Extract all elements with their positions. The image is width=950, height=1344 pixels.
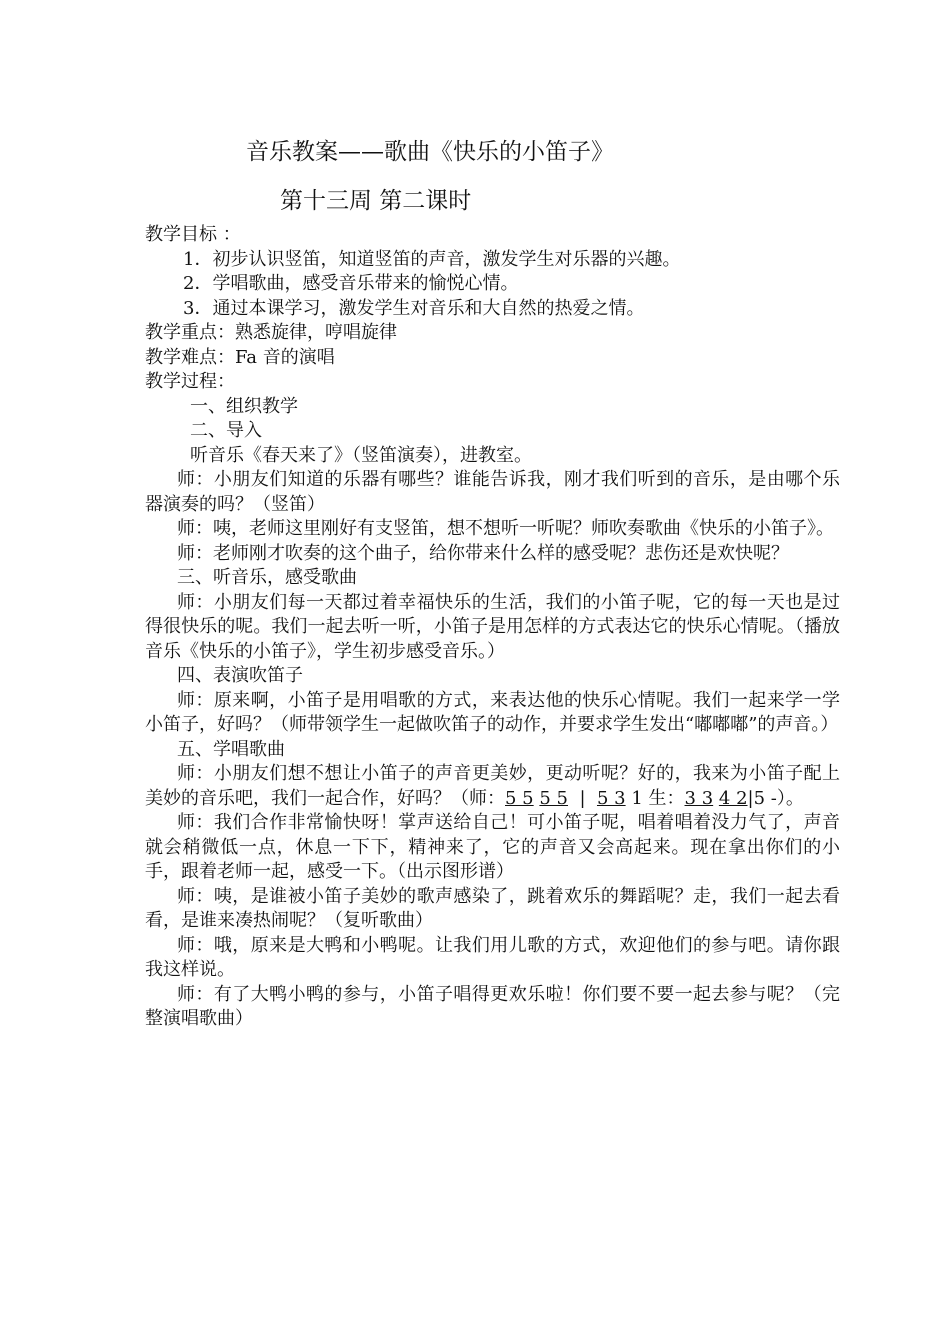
- notation-group: 4 2: [718, 787, 748, 809]
- notation-group: 5 3: [596, 787, 626, 809]
- document-body: [145, 223, 840, 1032]
- paragraph: 师：咦，是谁被小笛子美妙的歌声感染了，跳着欢乐的舞蹈呢？走，我们一起去看看，是谁来凑热闹呢？（复听歌曲）: [145, 885, 840, 931]
- notation-text: 1 生：: [625, 787, 685, 809]
- paragraph-text: 师：小朋友们想不想让小笛子的声音更美妙，更动听呢？好的，我来为小笛子配上美妙的音乐吧，我们一起合作，好吗？（师：: [145, 763, 840, 809]
- paragraph: 师：小朋友们每一天都过着幸福快乐的生活，我们的小笛子呢，它的每一天也是过得很快乐的呢。我们一起去听一听，小笛子是用怎样的方式表达它的快乐心情呢。（播放音乐《快乐的小笛子》，学生初步感受音乐。）: [145, 591, 840, 662]
- paragraph: 师：老师刚才吹奏的这个曲子，给你带来什么样的感受呢？悲伤还是欢快呢？: [177, 542, 789, 564]
- section-heading: 三、听音乐，感受歌曲: [177, 567, 357, 588]
- paragraph: 师：原来啊，小笛子是用唱歌的方式，来表达他的快乐心情呢。我们一起来学一学小笛子，好吗？（师带领学生一起做吹笛子的动作，并要求学生发出“嘟嘟嘟”的声音。）: [145, 689, 840, 735]
- goals-heading: 教学目标 ：: [145, 224, 241, 245]
- notation-group: 5 5: [539, 787, 569, 809]
- paragraph: 师：小朋友们知道的乐器有哪些？谁能告诉我，刚才我们听到的音乐，是由哪个乐器演奏的吗？（竖笛）: [145, 469, 840, 515]
- process-heading: 教学过程：: [145, 371, 235, 392]
- document-title: 音乐教案——歌曲《快乐的小笛子》: [246, 139, 614, 165]
- goal-item: 3．通过本课学习，激发学生对音乐和大自然的热爱之情。: [183, 297, 645, 319]
- paragraph: 师：哦，原来是大鸭和小鸭呢。让我们用儿歌的方式，欢迎他们的参与吧。请你跟我这样说。: [145, 934, 840, 980]
- teaching-difficulty: 教学难点：Fa 音的演唱: [145, 346, 335, 368]
- goal-item: 2．学唱歌曲，感受音乐带来的愉悦心情。: [183, 273, 519, 294]
- paragraph: 师：我们合作非常愉快呀！掌声送给自己！可小笛子呢，唱着唱着没力气了，声音就会稍微低一点，休息一下下，精神来了，它的声音又会高起来。现在拿出你们的小手，跟着老师一起，感受一下。（出示图形谱）: [145, 812, 840, 882]
- section-heading: 一、组织教学: [190, 395, 298, 417]
- section-heading: 四、表演吹笛子: [177, 665, 303, 686]
- teaching-focus: 教学重点：熟悉旋律，哼唱旋律: [145, 322, 397, 343]
- paragraph: 师：有了大鸭小鸭的参与，小笛子唱得更欢乐啦！你们要不要一起去参与呢？（完整演唱歌曲）: [145, 983, 840, 1029]
- section-heading: 五、学唱歌曲: [177, 738, 285, 760]
- goal-item: 1．初步认识竖笛，知道竖笛的声音，激发学生对乐器的兴趣。: [183, 248, 681, 270]
- notation-group: 3 3: [684, 787, 714, 809]
- paragraph: 听音乐《春天来了》（竖笛演奏），进教室。: [190, 444, 532, 466]
- notation-bar: |: [568, 787, 597, 809]
- section-heading: 二、导入: [190, 420, 262, 441]
- paragraph: 师：咦，老师这里刚好有支竖笛，想不想听一听呢？师吹奏歌曲《快乐的小笛子》。: [177, 518, 834, 539]
- notation-group: 5 5: [505, 787, 534, 809]
- document-subtitle: 第十三周 第二课时: [280, 188, 472, 214]
- paragraph-with-notation: [145, 762, 840, 811]
- notation-text: |5 -）。: [747, 787, 804, 809]
